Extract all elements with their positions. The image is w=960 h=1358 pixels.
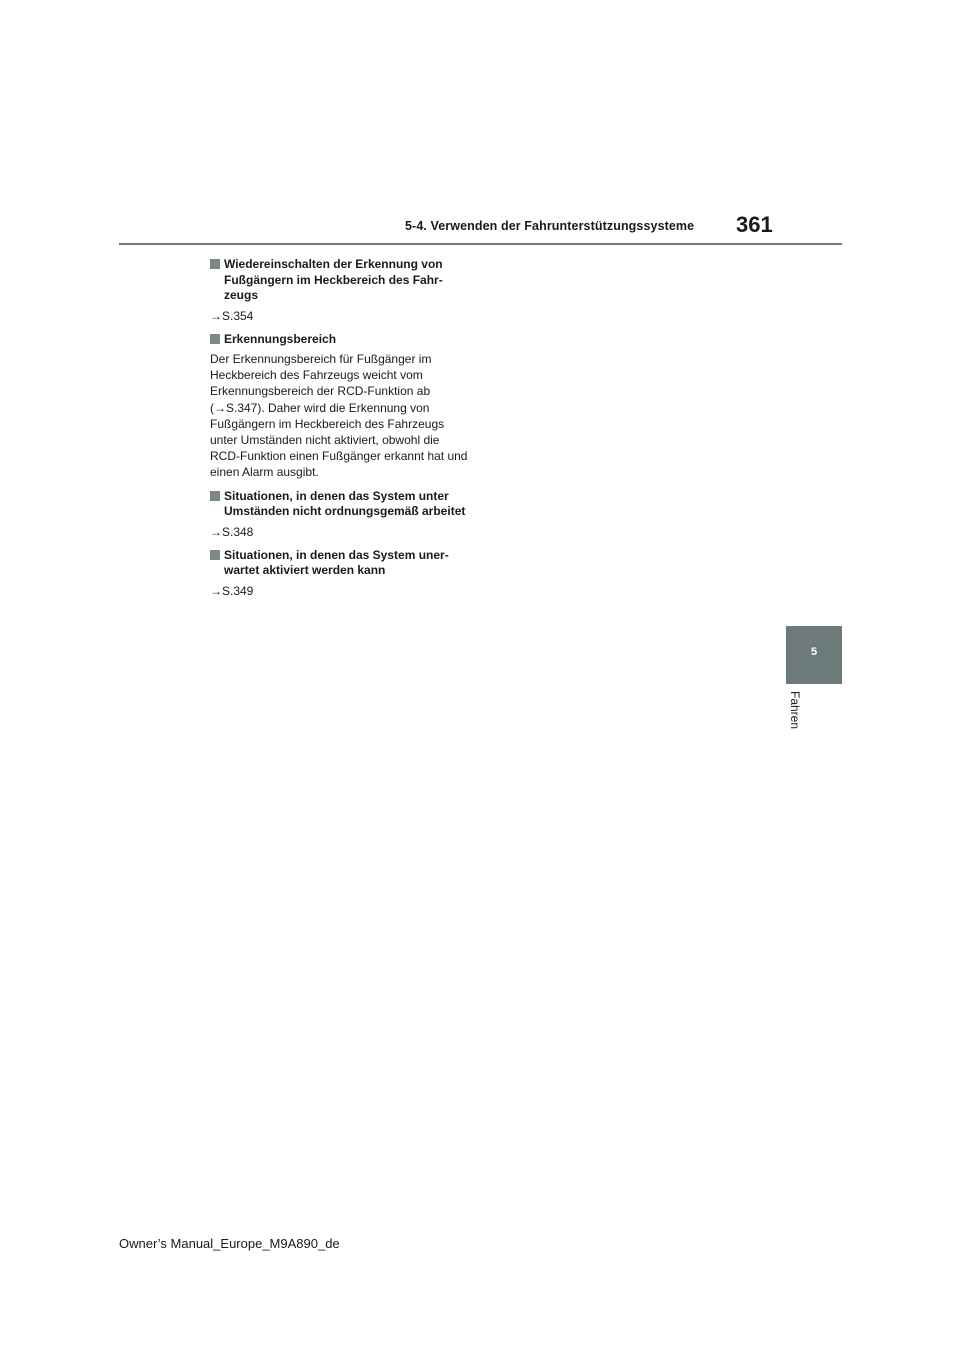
square-bullet-icon <box>210 491 220 501</box>
header-divider <box>119 243 842 245</box>
square-bullet-icon <box>210 334 220 344</box>
section-detection-range <box>210 332 472 481</box>
section-heading-text: Situationen, in denen das System uner-wartet aktiviert werden kann <box>224 547 449 578</box>
main-content <box>210 257 472 607</box>
square-bullet-icon <box>210 259 220 269</box>
chapter-title: 5-4. Verwenden der Fahrunterstützungssysteme <box>405 219 695 233</box>
section-heading-text: Erkennungsbereich <box>224 331 337 346</box>
section-heading <box>210 548 472 579</box>
section-heading-text: Situationen, in denen das System unter Umständen nicht ordnungsgemäß arbeitet <box>224 488 466 519</box>
section-malfunction-situations <box>210 489 472 540</box>
page-reference-link[interactable]: →S.354 <box>210 308 254 323</box>
section-reactivation <box>210 257 472 324</box>
section-heading <box>210 489 472 520</box>
section-heading-text: Wiedereinschalten der Erkennung von Fußgängern im Heckbereich des Fahr-zeugs <box>224 257 443 302</box>
section-heading <box>210 257 472 304</box>
section-heading <box>210 332 472 348</box>
section-body-text: Der Erkennungsbereich für Fußgänger im Heckbereich des Fahrzeugs weicht vom Erkennungsbereich der RCD-Funktion ab (→S.347). Daher wird die Erkennung von Fußgängern im Heckbereich des Fahrzeugs unter Umständen nicht aktiviert, obwohl die RCD-Funktion einen Fußgänger erkannt hat und einen Alarm ausgibt. <box>210 352 468 480</box>
square-bullet-icon <box>210 550 220 560</box>
page-reference-link[interactable]: →S.348 <box>210 524 254 539</box>
page-reference-link[interactable]: →S.349 <box>210 583 254 598</box>
page-number: 361 <box>736 212 773 237</box>
chapter-tab <box>786 626 842 684</box>
footer-text: Owner’s Manual_Europe_M9A890_de <box>119 1236 340 1251</box>
chapter-tab-number: 5 <box>810 646 818 658</box>
section-unexpected-activation <box>210 548 472 599</box>
chapter-side-label: Fahren <box>788 691 802 730</box>
